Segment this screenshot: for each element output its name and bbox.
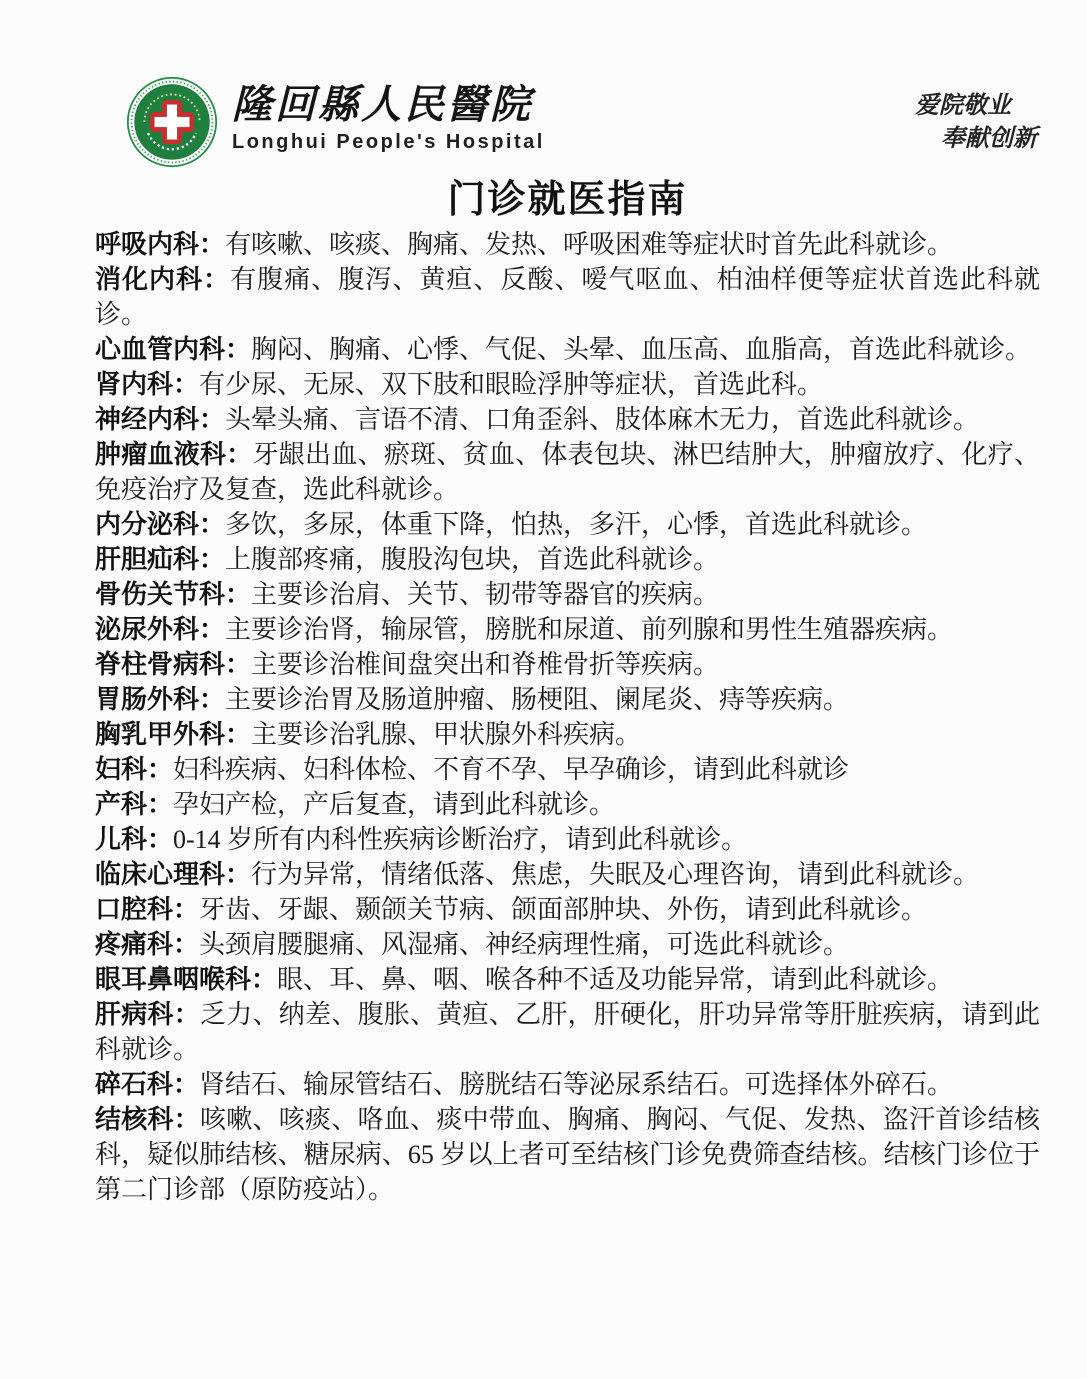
department-name: 碎石科： (95, 1069, 200, 1099)
department-name: 胸乳甲外科： (95, 719, 252, 749)
department-entry (95, 682, 1040, 717)
department-entry (95, 367, 1040, 402)
department-entry (95, 787, 1040, 822)
department-name: 消化内科： (95, 264, 231, 294)
department-entry (95, 612, 1040, 647)
motto-line-1: 爱院敬业 (915, 93, 1011, 119)
motto-line-2: 奉献创新 (941, 126, 1037, 152)
department-entry (95, 577, 1040, 612)
department-entry (95, 507, 1040, 542)
page-title: 门诊就医指南 (447, 179, 688, 221)
department-description: 主要诊治胃及肠道肿瘤、肠梗阻、阑尾炎、痔等疾病。 (225, 685, 850, 714)
department-list (95, 227, 1040, 1207)
department-name: 脊柱骨病科： (95, 649, 252, 679)
department-entry (95, 997, 1040, 1067)
department-description: 主要诊治肩、关节、韧带等器官的疾病。 (251, 580, 720, 609)
department-description: 头晕头痛、言语不清、口角歪斜、肢体麻木无力，首选此科就诊。 (225, 405, 980, 434)
hospital-name-english: Longhui People's Hospital (232, 131, 545, 153)
department-entry (95, 262, 1040, 332)
department-description: 牙齿、牙龈、颞颌关节病、颌面部肿块、外伤，请到此科就诊。 (199, 895, 928, 924)
department-description: 主要诊治椎间盘突出和脊椎骨折等疾病。 (251, 650, 720, 679)
hospital-brand (126, 76, 545, 168)
department-entry (95, 752, 1040, 787)
department-name: 胃肠外科： (95, 684, 226, 714)
department-name: 儿科： (95, 824, 174, 854)
department-entry (95, 962, 1040, 997)
department-name: 肝病科： (95, 999, 201, 1029)
document-header (0, 0, 1087, 172)
department-entry (95, 402, 1040, 437)
department-description: 乏力、纳差、腹胀、黄疸、乙肝，肝硬化，肝功异常等肝脏疾病，请到此科就诊。 (95, 1000, 1040, 1064)
department-entry (95, 1102, 1040, 1207)
department-entry (95, 332, 1040, 367)
department-name: 骨伤关节科： (95, 579, 252, 609)
department-entry (95, 857, 1040, 892)
department-description: 眼、耳、鼻、咽、喉各种不适及功能异常，请到此科就诊。 (277, 965, 954, 994)
department-name: 内分泌科： (95, 509, 226, 539)
department-description: 0-14 岁所有内科性疾病诊断治疗，请到此科就诊。 (173, 825, 748, 854)
department-description: 胸闷、胸痛、心悸、气促、头晕、血压高、血脂高，首选此科就诊。 (251, 335, 1032, 364)
department-description: 多饮，多尿，体重下降，怕热，多汗，心悸，首选此科就诊。 (225, 510, 928, 539)
department-name: 泌尿外科： (95, 614, 226, 644)
hospital-name-block (232, 76, 545, 154)
department-description: 牙龈出血、瘀斑、贫血、体表包块、淋巴结肿大，肿瘤放疗、化疗、免疫治疗及复查，选此科就诊。 (95, 440, 1040, 504)
department-entry (95, 822, 1040, 857)
department-name: 妇科： (95, 754, 174, 784)
department-name: 临床心理科： (95, 859, 252, 889)
department-description: 行为异常，情绪低落、焦虑，失眠及心理咨询，请到此科就诊。 (251, 860, 980, 889)
department-description: 肾结石、输尿管结石、膀胱结石等泌尿系结石。可选择体外碎石。 (199, 1070, 954, 1099)
department-description: 上腹部疼痛，腹股沟包块，首选此科就诊。 (225, 545, 720, 574)
department-name: 眼耳鼻咽喉科： (95, 964, 278, 994)
department-description: 主要诊治乳腺、甲状腺外科疾病。 (251, 720, 642, 749)
department-name: 结核科： (95, 1104, 201, 1134)
department-description: 主要诊治肾，输尿管，膀胱和尿道、前列腺和男性生殖器疾病。 (225, 615, 954, 644)
department-entry (95, 1067, 1040, 1102)
department-name: 呼吸内科： (95, 229, 226, 259)
department-name: 肾内科： (95, 369, 200, 399)
hospital-seal-logo-icon (126, 76, 218, 168)
department-description: 咳嗽、咳痰、咯血、痰中带血、胸痛、胸闷、气促、发热、盗汗首诊结核科，疑似肺结核、糖尿病、65 岁以上者可至结核门诊免费筛查结核。结核门诊位于第二门诊部（原防疫站）。 (95, 1105, 1040, 1204)
department-name: 肝胆疝科： (95, 544, 226, 574)
department-description: 孕妇产检，产后复查，请到此科就诊。 (173, 790, 616, 819)
hospital-motto (915, 90, 1037, 156)
department-entry (95, 227, 1040, 262)
department-description: 有咳嗽、咳痰、胸痛、发热、呼吸困难等症状时首先此科就诊。 (225, 230, 954, 259)
department-entry (95, 892, 1040, 927)
department-name: 心血管内科： (95, 334, 252, 364)
department-entry (95, 717, 1040, 752)
department-description: 妇科疾病、妇科体检、不育不孕、早孕确诊，请到此科就诊 (173, 755, 850, 784)
department-name: 疼痛科： (95, 929, 200, 959)
department-entry (95, 542, 1040, 577)
department-description: 有少尿、无尿、双下肢和眼睑浮肿等症状，首选此科。 (199, 370, 824, 399)
hospital-name-chinese: 隆回縣人民醫院 (232, 82, 533, 127)
department-name: 神经内科： (95, 404, 226, 434)
department-name: 产科： (95, 789, 174, 819)
department-name: 肿瘤血液科： (95, 439, 253, 469)
department-entry (95, 927, 1040, 962)
department-name: 口腔科： (95, 894, 200, 924)
department-description: 有腹痛、腹泻、黄疸、反酸、嗳气呕血、柏油样便等症状首选此科就诊。 (95, 265, 1040, 329)
department-entry (95, 647, 1040, 682)
department-description: 头颈肩腰腿痛、风湿痛、神经病理性痛，可选此科就诊。 (199, 930, 850, 959)
department-entry (95, 437, 1040, 507)
